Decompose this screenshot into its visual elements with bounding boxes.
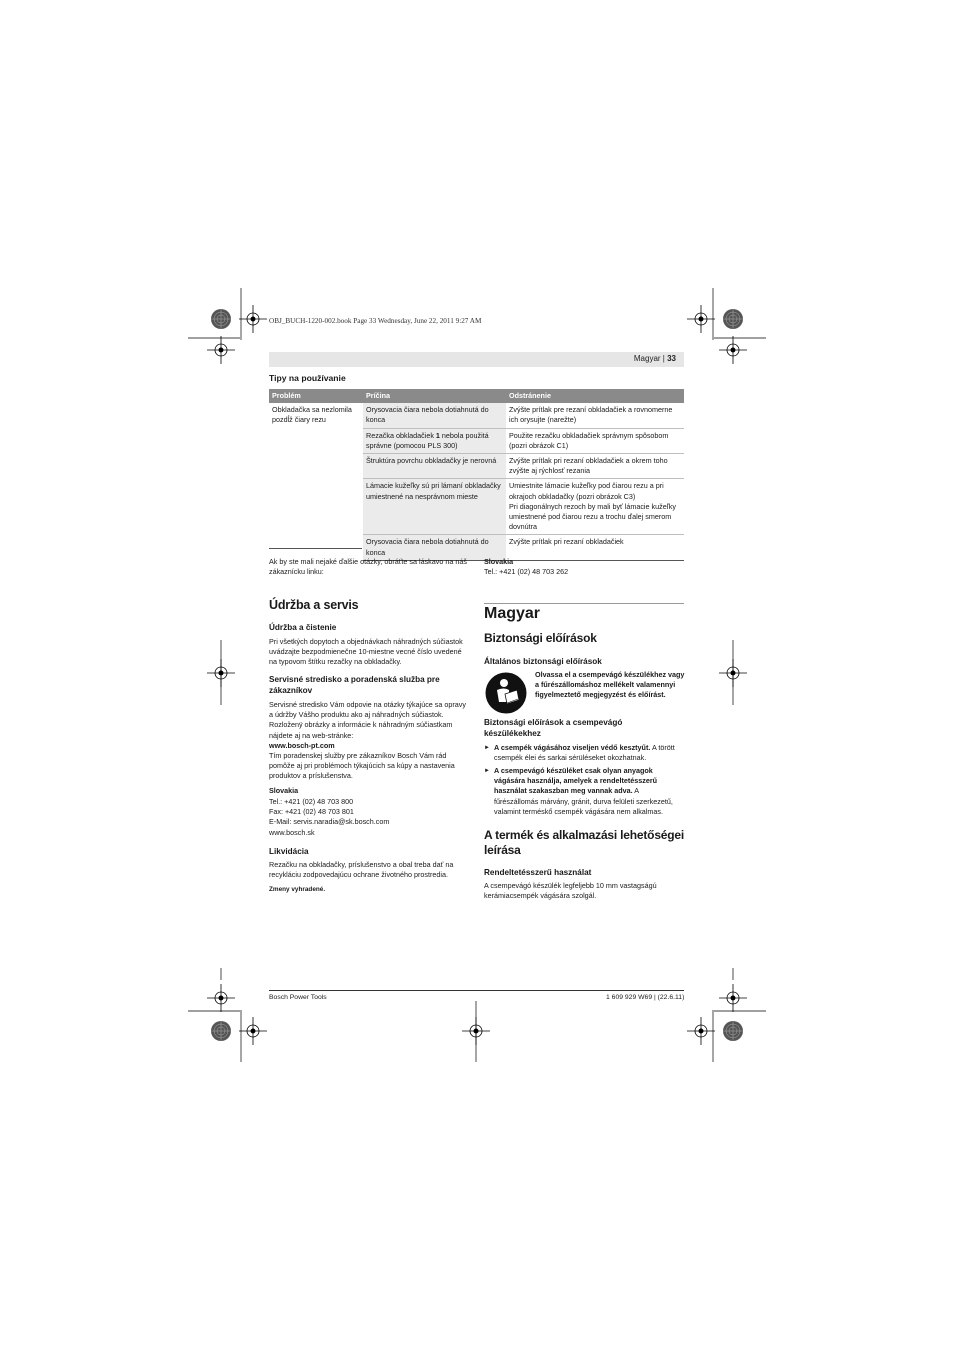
bullet-arrow-icon: ► [484,745,490,751]
footer-rule [269,990,684,991]
changes-note: Zmeny vyhradené. [269,886,326,893]
service-text: Servisné stredisko Vám odpovie na otázky týkajúce sa opravy a údržby Vášho produktu ako aj náhradných súčiastok. Rozloženÿ obrázky a informácie k náhradným súčiastkam nájdete aj na web-stránke: www.bosch-pt.com Tím poradenskej služby pre zákazníkov Bosch Vám rád pomôže aj pri problémoch týkajúcich sa kúpy a nastavenia produktov a príslušenstva. [269,700,474,782]
contact-note: Ak by ste mali nejaké ďalšie otázky, obráťte sa láskavo na náš zákaznícku linku: [269,557,467,577]
print-info: OBJ_BUCH-1220-002.book Page 33 Wednesday, June 22, 2011 9:27 AM [269,317,482,325]
country-label: Slovakia [269,786,299,795]
disposal-text: Rezačku na obkladačky, príslušenstvo a obal treba dať na recykláciu zodpovedajúcu ochrane životného prostredia. [269,860,454,880]
cause-cell: Rezačka obkladačiek 1 nebola použitá správne (pomocou PLS 300) [363,428,506,453]
page-number: 33 [667,354,676,363]
table-header-row [269,389,684,403]
read-manual-icon [485,672,527,714]
intended-use-text: A csempevágó készülék legfeljebb 10 mm vastagságú kerámiacsempék vágására szolgál. [484,881,657,901]
bullet-arrow-icon: ► [484,768,490,774]
heading-specific-safety: Biztonsági előírások a csempevágó készülékekhez [484,718,623,738]
cause-cell: Orysovacia čiara nebola dotiahnutá do konca [363,403,506,428]
contact-right: Slovakia Tel.: +421 (02) 48 703 262 [484,557,569,577]
cause-cell: Štruktúra povrchu obkladačky je nerovná [363,454,506,479]
section-rule [484,603,684,604]
website-link[interactable]: www.bosch-pt.com [269,740,335,750]
fix-cell: Umiestnite lámacie kužeľky pod čiarou rezu a pri okrajoch obkladačky (pozri obrázok C3) Pri diagonálnych rezoch by mali byť lámacie kužeľky umiestnené pod čiarou rezu a trochu ďalej smerom dovnútra [506,479,684,535]
heading-disposal: Likvidácia [269,847,309,856]
table-bottom-rule [269,548,362,549]
heading-cleaning: Údržba a čistenie [269,623,337,632]
email-link[interactable]: E-Mail: servis.naradia@sk.bosch.com [269,817,390,827]
fix-cell: Použite rezačku obkladačiek správnym spôsobom (pozri obrázok C1) [506,428,684,453]
footer-code: 1 609 929 W69 | (22.6.11) [606,994,685,1001]
fix-cell: Zvýšte prítlak pre rezaní obkladačiek a rovnomerne ich orysujte (narežte) [506,403,684,428]
warning-text: Olvassa el a csempevágó készülékhez vagy a fűrészállomáshoz mellékelt valamennyi figyelmeztető megjegyzést és előírást. [535,670,685,700]
heading-product-description: A termék és alkalmazási lehetőségei leírása [484,828,685,857]
col-cause: Príčina [363,389,506,403]
tips-table [269,389,684,561]
heading-service: Servisné stredisko a poradenská služba pre zákazníkov [269,675,440,695]
cause-cell: Orysovacia čiara nebola dotiahnutá do konca [363,535,506,560]
page-header: Magyar | 33 [269,352,684,367]
col-problem: Problém [269,389,363,403]
cleaning-text: Pri všetkých dopytoch a objednávkach náhradných súčiastok uvádzajte bezpodmienečne 10-miestne vecné číslo uvedené na typovom štítku rezačky na obkladačky. [269,637,463,667]
contact-list: Tel.: +421 (02) 48 703 800 Fax: +421 (02) 48 703 801 E-Mail: servis.naradia@sk.bosch.com www.bosch.sk [269,797,474,838]
problem-cell: Obkladačka sa nezlomila pozdĺž čiary rezu [269,403,363,560]
fix-cell: Zvýšte prítlak pri rezaní obkladačiek [506,535,684,560]
list-item: ► A csempék vágásához viseljen védő kesztyűt. A törött csempék élei és sarkai sérüléseket okozhatnak. [484,743,675,763]
header-section: Magyar [633,354,661,363]
fix-cell: Zvýšte prítlak pri rezaní obkladačiek a okrem toho zvýšte aj rýchlosť rezania [506,454,684,479]
heading-maintenance: Údržba a servis [269,598,359,612]
heading-safety: Biztonsági előírások [484,631,597,645]
cause-cell: Lámacie kužeľky sú pri lámaní obkladačky umiestnené na nesprávnom mieste [363,479,506,535]
tips-title: Tipy na používanie [269,373,346,383]
website-link-sk[interactable]: www.bosch.sk [269,827,315,837]
footer-brand: Bosch Power Tools [269,994,327,1001]
col-fix: Odstránenie [506,389,684,403]
heading-general-safety: Általános biztonsági előírások [484,657,602,666]
section-title-magyar: Magyar [484,605,541,622]
table-row [269,403,684,428]
heading-intended-use: Rendeltetésszerű használat [484,868,592,877]
list-item: ► A csempevágó készüléket csak olyan anyagok vágására használja, amelyek a rendeltetésszerű használat szakaszban meg vannak adva. A fűrészállomás márvány, gránit, durva felületi szerkezetű, valamint terméskő csempék vágására nem alkalmas. [484,766,673,816]
